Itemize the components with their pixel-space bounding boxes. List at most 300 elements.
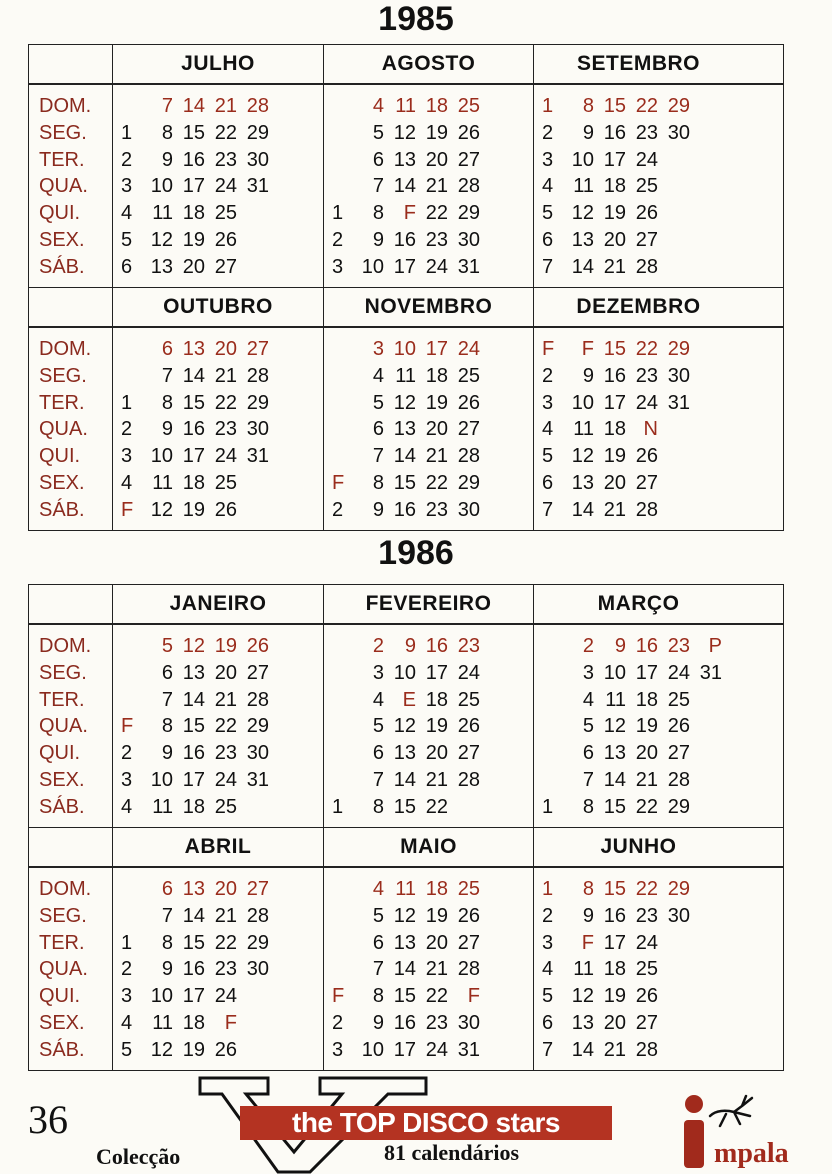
day-cell: 20 xyxy=(214,338,237,360)
weekday-row xyxy=(542,254,743,281)
day-cell: 29 xyxy=(667,795,690,818)
day-cell xyxy=(332,740,352,767)
weekday-row xyxy=(332,876,533,903)
weekday-label: QUA. xyxy=(39,418,88,441)
weekday-row xyxy=(121,200,323,227)
day-cell: 5 xyxy=(582,715,594,738)
day-cell: 22 xyxy=(214,391,237,414)
day-cell: 20 xyxy=(603,1011,626,1034)
day-cell: 11 xyxy=(605,688,626,711)
weekday-row xyxy=(542,390,743,417)
calendar-grid-1986 xyxy=(28,584,784,1071)
day-cell: 25 xyxy=(635,175,658,198)
day-cell: 30 xyxy=(246,958,269,981)
day-cell: 7 xyxy=(542,1038,554,1061)
day-cell: 1 xyxy=(121,121,133,144)
day-cell: 25 xyxy=(457,878,480,900)
month-header-row xyxy=(29,287,783,327)
day-cell: 3 xyxy=(372,338,384,360)
footer xyxy=(0,1066,832,1172)
day-cell: 4 xyxy=(372,688,384,711)
weekday-row xyxy=(121,956,323,983)
day-cell: 23 xyxy=(635,121,658,144)
day-cell xyxy=(448,794,480,821)
day-cell: 23 xyxy=(214,742,237,765)
day-cell: 31 xyxy=(246,175,269,198)
weekday-label: QUA. xyxy=(39,958,88,981)
day-cell: 13 xyxy=(150,255,173,278)
day-cell: 1 xyxy=(542,795,554,818)
day-cell: 6 xyxy=(582,742,594,765)
day-cell: 8 xyxy=(161,391,173,414)
day-cell: P xyxy=(708,635,722,657)
month-header-row xyxy=(29,45,783,84)
day-cell: 28 xyxy=(635,255,658,278)
day-cell: 3 xyxy=(542,931,554,954)
weekday-row xyxy=(542,147,743,174)
day-cell: 21 xyxy=(425,445,448,468)
weekday-row xyxy=(542,633,743,660)
day-cell: 16 xyxy=(603,364,626,387)
day-cell: 24 xyxy=(457,661,480,684)
day-cell: 9 xyxy=(614,635,626,657)
weekday-row xyxy=(121,390,323,417)
day-cell: 26 xyxy=(635,445,658,468)
month-name: NOVEMBRO xyxy=(323,288,533,326)
day-cell: 26 xyxy=(457,715,480,738)
weekday-row xyxy=(332,956,533,983)
day-cell: 2 xyxy=(121,742,133,765)
header-blank-cell xyxy=(29,828,113,866)
day-cell xyxy=(658,254,690,281)
month-days xyxy=(113,868,323,1070)
weekday-row xyxy=(121,1010,323,1037)
day-cell: 16 xyxy=(603,904,626,927)
day-cell: 21 xyxy=(603,498,626,521)
weekday-row xyxy=(332,254,533,281)
day-cell: 1 xyxy=(121,931,133,954)
day-cell: 15 xyxy=(182,391,205,414)
day-cell: 28 xyxy=(246,904,269,927)
day-cell xyxy=(332,336,352,363)
day-cell: 8 xyxy=(372,985,384,1008)
day-cell: 18 xyxy=(603,175,626,198)
day-cell: 23 xyxy=(635,904,658,927)
day-cell: 24 xyxy=(635,931,658,954)
day-cell: 14 xyxy=(571,1038,594,1061)
day-cell: 13 xyxy=(182,661,205,684)
weekday-row xyxy=(542,470,743,497)
weekday-row xyxy=(121,227,323,254)
day-cell: 21 xyxy=(425,175,448,198)
month-days xyxy=(533,625,743,827)
day-cell: 7 xyxy=(372,768,384,791)
month-name: DEZEMBRO xyxy=(533,288,743,326)
day-cell: 13 xyxy=(393,742,416,765)
day-cell: 20 xyxy=(214,661,237,684)
day-cell: 16 xyxy=(182,148,205,171)
day-cell: 18 xyxy=(425,95,448,117)
day-cell: 16 xyxy=(425,635,448,657)
day-cell: 14 xyxy=(393,445,416,468)
day-cell: 15 xyxy=(393,471,416,494)
day-cell: 17 xyxy=(182,768,205,791)
day-cell: 29 xyxy=(457,471,480,494)
day-cell: 1 xyxy=(542,878,554,900)
day-cell: 5 xyxy=(372,391,384,414)
day-cell: 14 xyxy=(182,904,205,927)
weekday-row xyxy=(121,93,323,120)
day-cell xyxy=(332,713,352,740)
day-cell: 23 xyxy=(425,228,448,251)
day-cell: 19 xyxy=(603,985,626,1008)
day-cell xyxy=(658,200,690,227)
weekday-row xyxy=(121,713,323,740)
day-cell: 16 xyxy=(393,228,416,251)
day-cell: 18 xyxy=(182,1011,205,1034)
day-cell: 10 xyxy=(150,445,173,468)
month-days-row xyxy=(29,327,783,530)
day-cell: 26 xyxy=(457,391,480,414)
day-cell: 16 xyxy=(393,498,416,521)
day-cell: 13 xyxy=(182,338,205,360)
weekday-row xyxy=(542,120,743,147)
weekday-row xyxy=(121,497,323,524)
day-cell xyxy=(542,740,562,767)
day-cell: 25 xyxy=(214,795,237,818)
day-cell: 21 xyxy=(214,688,237,711)
weekday-row xyxy=(542,687,743,714)
day-cell: 12 xyxy=(150,228,173,251)
day-cell: 24 xyxy=(667,661,690,684)
day-cell xyxy=(121,93,141,120)
day-cell: 23 xyxy=(214,148,237,171)
day-cell xyxy=(237,1010,269,1037)
month-days xyxy=(533,328,743,530)
day-cell: 11 xyxy=(573,175,594,198)
day-cell: 15 xyxy=(182,121,205,144)
day-cell xyxy=(332,660,352,687)
day-cell: 26 xyxy=(635,202,658,225)
day-cell: 13 xyxy=(571,1011,594,1034)
month-header-row xyxy=(29,585,783,624)
day-cell: 19 xyxy=(214,635,237,657)
day-cell: 6 xyxy=(372,931,384,954)
weekday-label: SÁB. xyxy=(39,498,85,521)
day-cell: 22 xyxy=(425,795,448,818)
weekday-label: TER. xyxy=(39,931,85,954)
day-cell: 22 xyxy=(214,715,237,738)
day-cell xyxy=(542,633,562,660)
day-cell: 1 xyxy=(332,202,344,225)
day-cell: 2 xyxy=(582,635,594,657)
day-cell: 16 xyxy=(393,1011,416,1034)
day-cell: 27 xyxy=(214,255,237,278)
day-cell: 19 xyxy=(635,715,658,738)
weekday-label: SEX. xyxy=(39,228,85,251)
day-cell: 1 xyxy=(121,391,133,414)
day-cell: 7 xyxy=(582,768,594,791)
weekday-row xyxy=(332,93,533,120)
collection-label: Colecção xyxy=(96,1144,181,1169)
day-cell: 19 xyxy=(182,1038,205,1061)
day-cell: 29 xyxy=(667,878,690,900)
day-cell: 28 xyxy=(457,175,480,198)
month-days xyxy=(323,868,533,1070)
day-cell: F xyxy=(121,498,134,521)
weekday-row xyxy=(542,956,743,983)
day-cell: 27 xyxy=(667,742,690,765)
month-name: AGOSTO xyxy=(323,45,533,83)
day-cell: 14 xyxy=(182,95,205,117)
day-cell: 17 xyxy=(182,175,205,198)
day-cell: 10 xyxy=(150,175,173,198)
day-cell: 14 xyxy=(182,688,205,711)
weekday-row xyxy=(121,687,323,714)
day-cell xyxy=(237,794,269,821)
day-cell: 11 xyxy=(152,1011,173,1034)
weekday-row xyxy=(542,93,743,120)
day-cell: 12 xyxy=(150,1038,173,1061)
day-cell xyxy=(332,120,352,147)
header-blank-cell xyxy=(29,45,113,83)
weekday-label: SEG. xyxy=(39,121,87,144)
weekday-label: SEG. xyxy=(39,661,87,684)
day-cell: 3 xyxy=(121,175,133,198)
day-cell: 9 xyxy=(582,904,594,927)
day-cell: 11 xyxy=(395,95,416,117)
day-cell: 15 xyxy=(603,95,626,117)
day-cell xyxy=(332,93,352,120)
day-cell: 24 xyxy=(635,148,658,171)
day-cell: 25 xyxy=(457,95,480,117)
calendar-grid-1985 xyxy=(28,44,784,531)
day-cell: 28 xyxy=(667,768,690,791)
day-cell: N xyxy=(643,418,658,441)
day-cell: 2 xyxy=(542,121,554,144)
day-cell: 29 xyxy=(246,715,269,738)
day-cell xyxy=(332,876,352,903)
day-cell: 6 xyxy=(542,1011,554,1034)
day-cell: 1 xyxy=(332,795,344,818)
day-cell: 28 xyxy=(246,364,269,387)
weekday-row xyxy=(542,363,743,390)
weekday-label: SEX. xyxy=(39,768,85,791)
weekday-labels xyxy=(29,868,113,1070)
day-cell: 15 xyxy=(603,795,626,818)
day-cell: 15 xyxy=(182,931,205,954)
day-cell: 18 xyxy=(603,958,626,981)
day-cell: 5 xyxy=(121,1038,133,1061)
day-cell: 17 xyxy=(182,985,205,1008)
day-cell: 23 xyxy=(214,958,237,981)
day-cell: F xyxy=(467,985,480,1008)
day-cell: 25 xyxy=(457,688,480,711)
day-cell: 4 xyxy=(372,364,384,387)
day-cell: 6 xyxy=(372,742,384,765)
day-cell: 2 xyxy=(332,1011,344,1034)
header-blank-cell xyxy=(29,288,113,326)
weekday-row xyxy=(332,390,533,417)
day-cell: 31 xyxy=(699,661,722,684)
day-cell xyxy=(658,470,690,497)
day-cell: 23 xyxy=(635,364,658,387)
day-cell: 18 xyxy=(425,364,448,387)
day-cell: 18 xyxy=(182,795,205,818)
day-cell: 12 xyxy=(182,635,205,657)
weekday-label: SEX. xyxy=(39,1011,85,1034)
day-cell: 6 xyxy=(161,878,173,900)
weekday-label: DOM. xyxy=(39,635,92,657)
weekday-row xyxy=(121,767,323,794)
day-cell: 30 xyxy=(246,742,269,765)
month-header-row xyxy=(29,827,783,867)
weekday-row xyxy=(542,930,743,957)
weekday-row xyxy=(121,983,323,1010)
impala-deer-icon xyxy=(706,1094,756,1130)
day-cell: 5 xyxy=(542,445,554,468)
month-name: FEVEREIRO xyxy=(323,585,533,623)
day-cell xyxy=(332,363,352,390)
day-cell: 11 xyxy=(152,202,173,225)
day-cell: 26 xyxy=(457,904,480,927)
month-days xyxy=(113,625,323,827)
day-cell: 10 xyxy=(571,391,594,414)
day-cell: 24 xyxy=(425,255,448,278)
day-cell: 26 xyxy=(457,121,480,144)
day-cell: 21 xyxy=(214,364,237,387)
day-cell: 6 xyxy=(542,228,554,251)
weekday-row xyxy=(332,687,533,714)
day-cell: 22 xyxy=(635,795,658,818)
day-cell xyxy=(237,983,269,1010)
weekday-row xyxy=(542,767,743,794)
day-cell xyxy=(332,930,352,957)
weekday-label: DOM. xyxy=(39,878,92,900)
day-cell: 14 xyxy=(182,364,205,387)
day-cell xyxy=(658,1037,690,1064)
day-cell: 14 xyxy=(393,175,416,198)
day-cell: 3 xyxy=(332,255,344,278)
day-cell: 12 xyxy=(393,121,416,144)
day-cell xyxy=(658,497,690,524)
day-cell: 13 xyxy=(182,878,205,900)
weekday-label: SEX. xyxy=(39,471,85,494)
day-cell xyxy=(658,956,690,983)
day-cell: 19 xyxy=(182,498,205,521)
day-cell: 30 xyxy=(246,418,269,441)
day-cell: F xyxy=(581,931,594,954)
day-cell: 7 xyxy=(542,498,554,521)
day-cell xyxy=(332,767,352,794)
day-cell: 14 xyxy=(571,255,594,278)
weekday-label: QUI. xyxy=(39,445,81,468)
month-name: JULHO xyxy=(181,52,255,75)
day-cell: 2 xyxy=(332,228,344,251)
page-number: 36 xyxy=(28,1097,68,1142)
day-cell: 2 xyxy=(542,904,554,927)
day-cell: 13 xyxy=(603,742,626,765)
day-cell xyxy=(121,687,141,714)
day-cell: 4 xyxy=(372,878,384,900)
weekday-label: QUA. xyxy=(39,715,88,738)
day-cell: 29 xyxy=(667,338,690,360)
day-cell: 15 xyxy=(182,715,205,738)
day-cell: 11 xyxy=(573,958,594,981)
weekday-row xyxy=(332,443,533,470)
day-cell xyxy=(542,713,562,740)
day-cell: 17 xyxy=(425,338,448,360)
weekday-row xyxy=(121,147,323,174)
day-cell: F xyxy=(542,338,555,360)
day-cell: 24 xyxy=(214,175,237,198)
day-cell: 12 xyxy=(150,498,173,521)
count-label: 81 calendários xyxy=(384,1140,520,1165)
day-cell: 8 xyxy=(582,95,594,117)
day-cell: 14 xyxy=(603,768,626,791)
day-cell: 17 xyxy=(393,1038,416,1061)
day-cell: 30 xyxy=(246,148,269,171)
month-days xyxy=(533,868,743,1070)
day-cell: 9 xyxy=(404,635,416,657)
day-cell: 16 xyxy=(182,742,205,765)
day-cell: 23 xyxy=(425,1011,448,1034)
day-cell: 17 xyxy=(393,255,416,278)
day-cell: 4 xyxy=(121,795,133,818)
day-cell: 26 xyxy=(214,1038,237,1061)
weekday-row xyxy=(542,983,743,1010)
day-cell: 7 xyxy=(372,958,384,981)
weekday-row xyxy=(332,470,533,497)
day-cell xyxy=(690,794,722,821)
day-cell: 7 xyxy=(372,445,384,468)
day-cell: 20 xyxy=(603,471,626,494)
header-blank-cell xyxy=(29,585,113,623)
day-cell: 21 xyxy=(214,95,237,117)
day-cell: 10 xyxy=(393,338,416,360)
day-cell: 20 xyxy=(182,255,205,278)
weekday-label: SÁB. xyxy=(39,255,85,278)
day-cell: 27 xyxy=(457,742,480,765)
day-cell: 7 xyxy=(542,255,554,278)
day-cell: 10 xyxy=(571,148,594,171)
weekday-row xyxy=(121,876,323,903)
day-cell: 22 xyxy=(425,985,448,1008)
month-days xyxy=(113,85,323,287)
weekday-label: DOM. xyxy=(39,95,92,117)
day-cell xyxy=(237,227,269,254)
day-cell: 2 xyxy=(372,635,384,657)
day-cell: E xyxy=(402,688,416,711)
day-cell: 4 xyxy=(121,471,133,494)
weekday-row xyxy=(121,443,323,470)
weekday-row xyxy=(542,173,743,200)
weekday-row xyxy=(542,443,743,470)
weekday-row xyxy=(121,930,323,957)
day-cell: 17 xyxy=(603,148,626,171)
day-cell: 30 xyxy=(457,1011,480,1034)
day-cell: 16 xyxy=(182,958,205,981)
day-cell: 2 xyxy=(121,958,133,981)
day-cell: 5 xyxy=(372,904,384,927)
year-title-1986: 1986 xyxy=(378,534,454,572)
day-cell xyxy=(121,876,141,903)
day-cell: 24 xyxy=(457,338,480,360)
day-cell: 29 xyxy=(457,202,480,225)
day-cell: 19 xyxy=(425,391,448,414)
day-cell xyxy=(332,390,352,417)
weekday-row xyxy=(121,903,323,930)
